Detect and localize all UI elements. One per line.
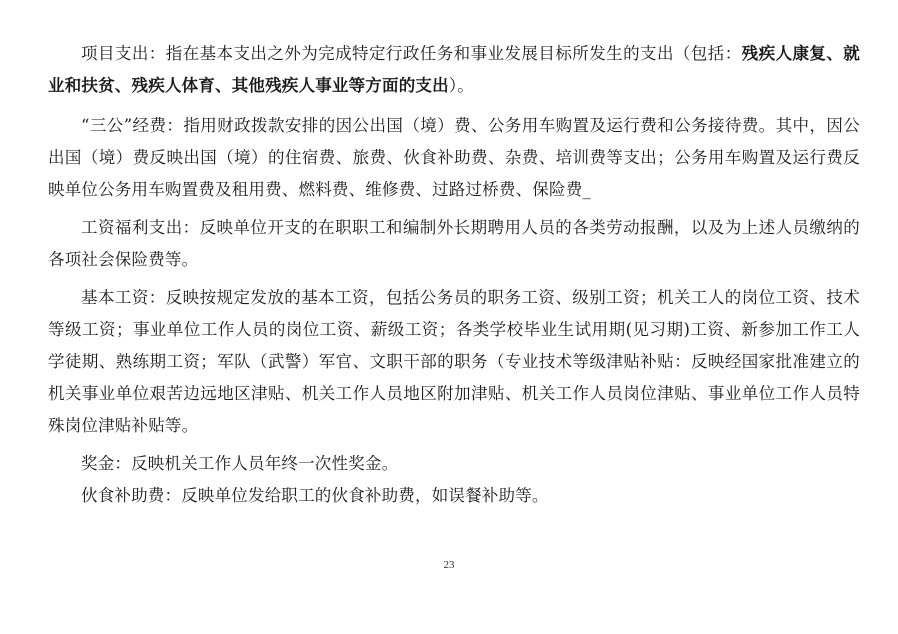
definition-project-expenditure: 指在基本支出之外为完成特定行政任务和事业发展目标所发生的支出（包括： xyxy=(165,44,742,63)
term-project-expenditure: 项目支出： xyxy=(81,44,166,63)
term-basic-salary: 基本工资： xyxy=(81,288,166,307)
paragraph-basic-salary xyxy=(48,282,860,442)
term-three-public-expenses: “三公”经费： xyxy=(81,116,184,135)
paragraph-bonus xyxy=(48,448,860,480)
paragraph-three-public-expenses xyxy=(48,110,860,206)
definition-project-expenditure-bold: 残疾人康复、就业和扶贫、残疾人体育、其他残疾人事业等方面的支出 xyxy=(48,44,860,95)
paragraph-salary-welfare xyxy=(48,212,860,276)
definition-basic-salary: 反映按规定发放的基本工资，包括公务员的职务工资、级别工资；机关工人的岗位工资、技术等级工资；事业单位工作人员的岗位工资、薪级工资；各类学校毕业生试用期(见习期)工资、新参加工作工人学徒期、熟练期工资；军队（武警）军官、文职干部的职务（专业技术等级津贴补贴：反映经国家批准建立的机关事业单位艰苦边远地区津贴、机关工作人员地区附加津贴、机关工作人员岗位津贴、事业单位工作人员特殊岗位津贴补贴等。 xyxy=(48,288,861,435)
definition-salary-welfare: 反映单位开支的在职职工和编制外长期聘用人员的各类劳动报酬，以及为上述人员缴纳的各项社会保险费等。 xyxy=(48,218,860,269)
definition-three-public-expenses: 指用财政拨款安排的因公出国（境）费、公务用车购置及运行费和公务接待费。其中，因公出国（境）费反映出国（境）的住宿费、旅费、伙食补助费、杂费、培训费等支出；公务用车购置及运行费反映单位公务用车购置费及租用费、燃料费、维修费、过路过桥费、保险费_ xyxy=(48,116,860,199)
page-number: 23 xyxy=(443,559,455,571)
definition-project-expenditure-tail: ）。 xyxy=(448,76,474,95)
paragraph-project-expenditure xyxy=(48,38,860,102)
definition-meal-subsidy: 反映单位发给职工的伙食补助费，如误餐补助等。 xyxy=(181,486,549,505)
term-meal-subsidy: 伙食补助费： xyxy=(81,486,182,505)
term-bonus: 奖金： xyxy=(81,454,132,473)
paragraph-meal-subsidy xyxy=(48,480,860,512)
definition-bonus: 反映机关工作人员年终一次性奖金。 xyxy=(131,454,399,473)
term-salary-welfare: 工资福利支出： xyxy=(81,218,200,237)
